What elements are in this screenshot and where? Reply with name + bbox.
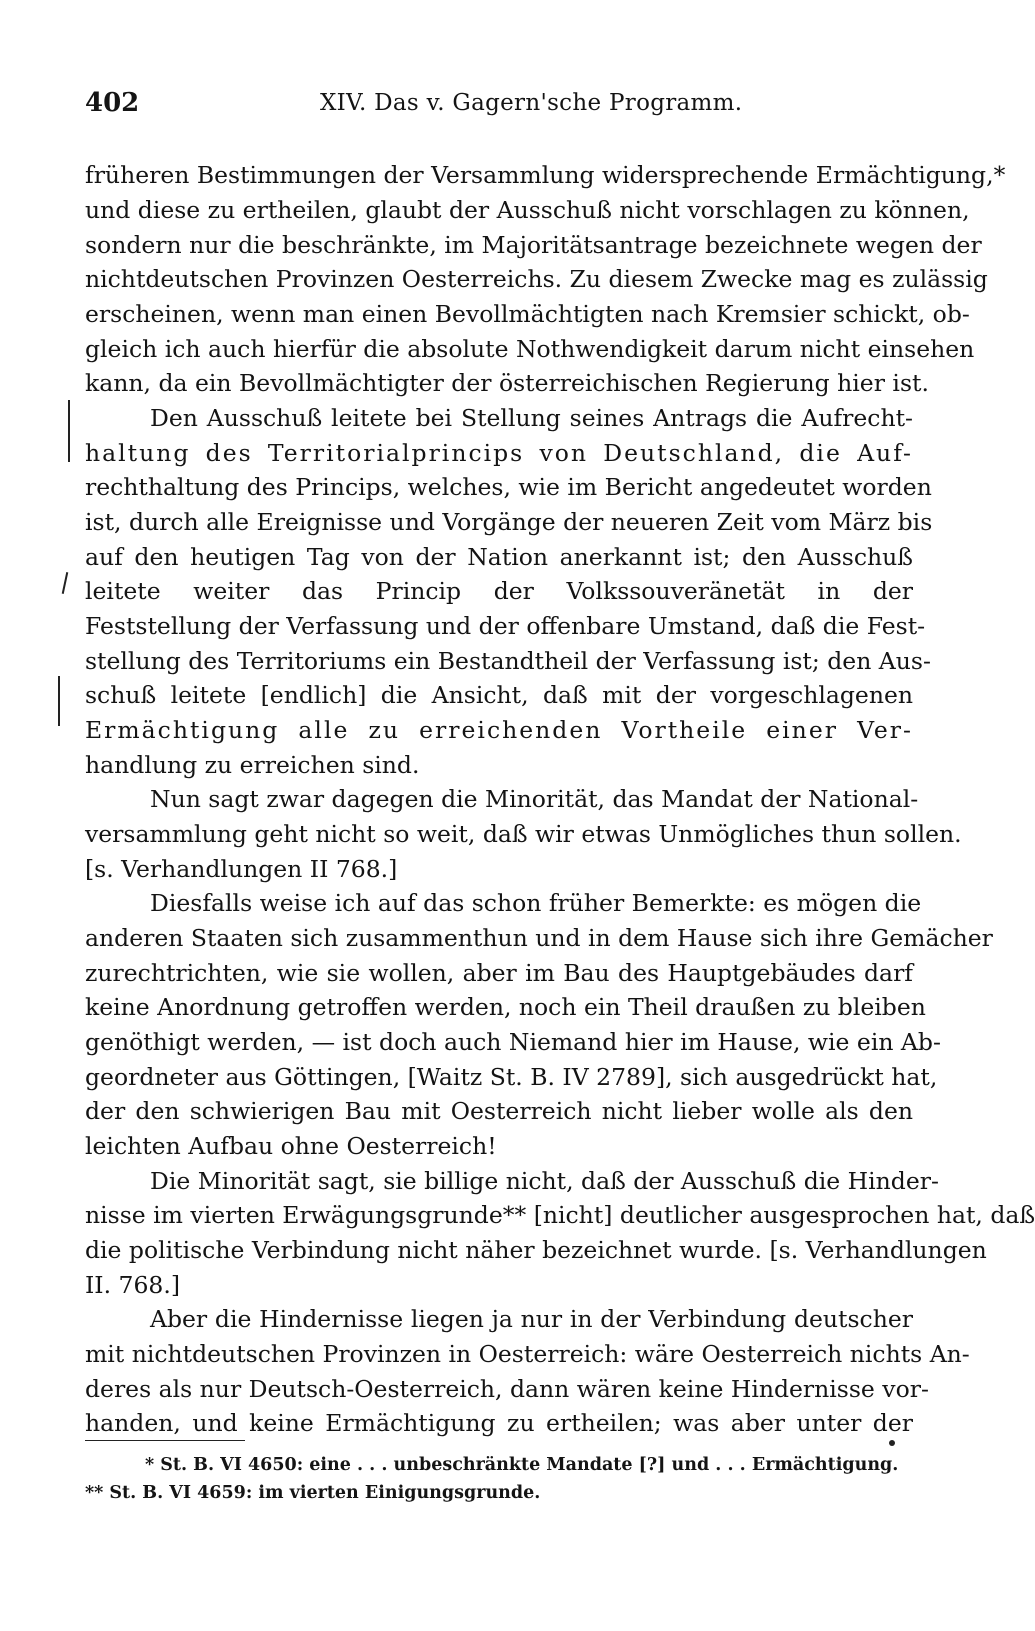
text-line: auf den heutigen Tag von der Nation anerkannt ist; den Ausschuß xyxy=(85,543,913,571)
page-number: 402 xyxy=(85,88,140,118)
text-line: II. 768.] xyxy=(85,1271,180,1299)
print-speck xyxy=(889,1440,895,1446)
text-line: Diesfalls weise ich auf das schon früher Bemerkte: es mögen die xyxy=(150,889,922,917)
text-line: ist, durch alle Ereignisse und Vorgänge der neueren Zeit vom März bis xyxy=(85,508,933,536)
text-line: handlung zu erreichen sind. xyxy=(85,751,420,779)
text-line: Den Ausschuß leitete bei Stellung seines Antrags die Aufrecht- xyxy=(150,404,913,432)
text-line: nichtdeutschen Provinzen Oesterreichs. Zu diesem Zwecke mag es zulässig xyxy=(85,265,988,293)
text-line: stellung des Territoriums ein Bestandtheil der Verfassung ist; den Aus- xyxy=(85,647,931,675)
text-line: deres als nur Deutsch-Oesterreich, dann wären keine Hindernisse vor- xyxy=(85,1375,929,1403)
running-head xyxy=(85,88,915,128)
text-line: gleich ich auch hierfür die absolute Nothwendigkeit darum nicht einsehen xyxy=(85,335,975,363)
footnote-rule xyxy=(85,1440,245,1441)
margin-mark xyxy=(62,572,69,594)
margin-mark xyxy=(58,676,60,726)
text-line: Die Minorität sagt, sie billige nicht, daß der Ausschuß die Hinder- xyxy=(150,1167,939,1195)
footnote: * St. B. VI 4650: eine . . . unbeschränkte Mandate [?] und . . . Ermächtigung. xyxy=(145,1455,899,1475)
margin-mark xyxy=(68,400,70,462)
text-line: schuß leitete [endlich] die Ansicht, daß mit der vorgeschlagenen xyxy=(85,681,913,709)
text-line: der den schwierigen Bau mit Oesterreich nicht lieber wolle als den xyxy=(85,1097,913,1125)
footnote: ** St. B. VI 4659: im vierten Einigungsgrunde. xyxy=(85,1483,541,1503)
text-line: [s. Verhandlungen II 768.] xyxy=(85,855,398,883)
text-line: versammlung geht nicht so weit, daß wir etwas Unmögliches thun sollen. xyxy=(85,820,962,848)
text-line: und diese zu ertheilen, glaubt der Ausschuß nicht vorschlagen zu können, xyxy=(85,196,970,224)
chapter-title: XIV. Das v. Gagern'sche Programm. xyxy=(320,90,743,116)
text-line: kann, da ein Bevollmächtigter der österreichischen Regierung hier ist. xyxy=(85,369,929,397)
text-line: haltung des Territorialprincips von Deutschland, die Auf- xyxy=(85,439,913,467)
text-line: nisse im vierten Erwägungsgrunde** [nicht] deutlicher ausgesprochen hat, daß xyxy=(85,1201,1035,1229)
text-line: keine Anordnung getroffen werden, noch ein Theil draußen zu bleiben xyxy=(85,993,926,1021)
text-line: anderen Staaten sich zusammenthun und in dem Hause sich ihre Gemächer xyxy=(85,924,993,952)
text-line: früheren Bestimmungen der Versammlung widersprechende Ermächtigung,* xyxy=(85,161,1006,189)
text-line: rechthaltung des Princips, welches, wie im Bericht angedeutet worden xyxy=(85,473,932,501)
text-line: Aber die Hindernisse liegen ja nur in der Verbindung deutscher xyxy=(150,1305,913,1333)
text-line: handen, und keine Ermächtigung zu ertheilen; was aber unter der xyxy=(85,1409,913,1437)
text-line: leitete weiter das Princip der Volkssouveränetät in der xyxy=(85,577,913,605)
text-line: sondern nur die beschränkte, im Majoritätsantrage bezeichnete wegen der xyxy=(85,231,982,259)
text-line: mit nichtdeutschen Provinzen in Oesterreich: wäre Oesterreich nichts An- xyxy=(85,1340,970,1368)
text-line: Feststellung der Verfassung und der offenbare Umstand, daß die Fest- xyxy=(85,612,926,640)
text-line: genöthigt werden, — ist doch auch Niemand hier im Hause, wie ein Ab- xyxy=(85,1028,941,1056)
text-line: Nun sagt zwar dagegen die Minorität, das Mandat der National- xyxy=(150,785,919,813)
text-line: zurechtrichten, wie sie wollen, aber im Bau des Hauptgebäudes darf xyxy=(85,959,913,987)
text-line: Ermächtigung alle zu erreichenden Vortheile einer Ver- xyxy=(85,716,913,744)
text-line: leichten Aufbau ohne Oesterreich! xyxy=(85,1132,497,1160)
text-line: erscheinen, wenn man einen Bevollmächtigten nach Kremsier schickt, ob- xyxy=(85,300,970,328)
text-line: die politische Verbindung nicht näher bezeichnet wurde. [s. Verhandlungen xyxy=(85,1236,987,1264)
text-line: geordneter aus Göttingen, [Waitz St. B. IV 2789], sich ausgedrückt hat, xyxy=(85,1063,938,1091)
